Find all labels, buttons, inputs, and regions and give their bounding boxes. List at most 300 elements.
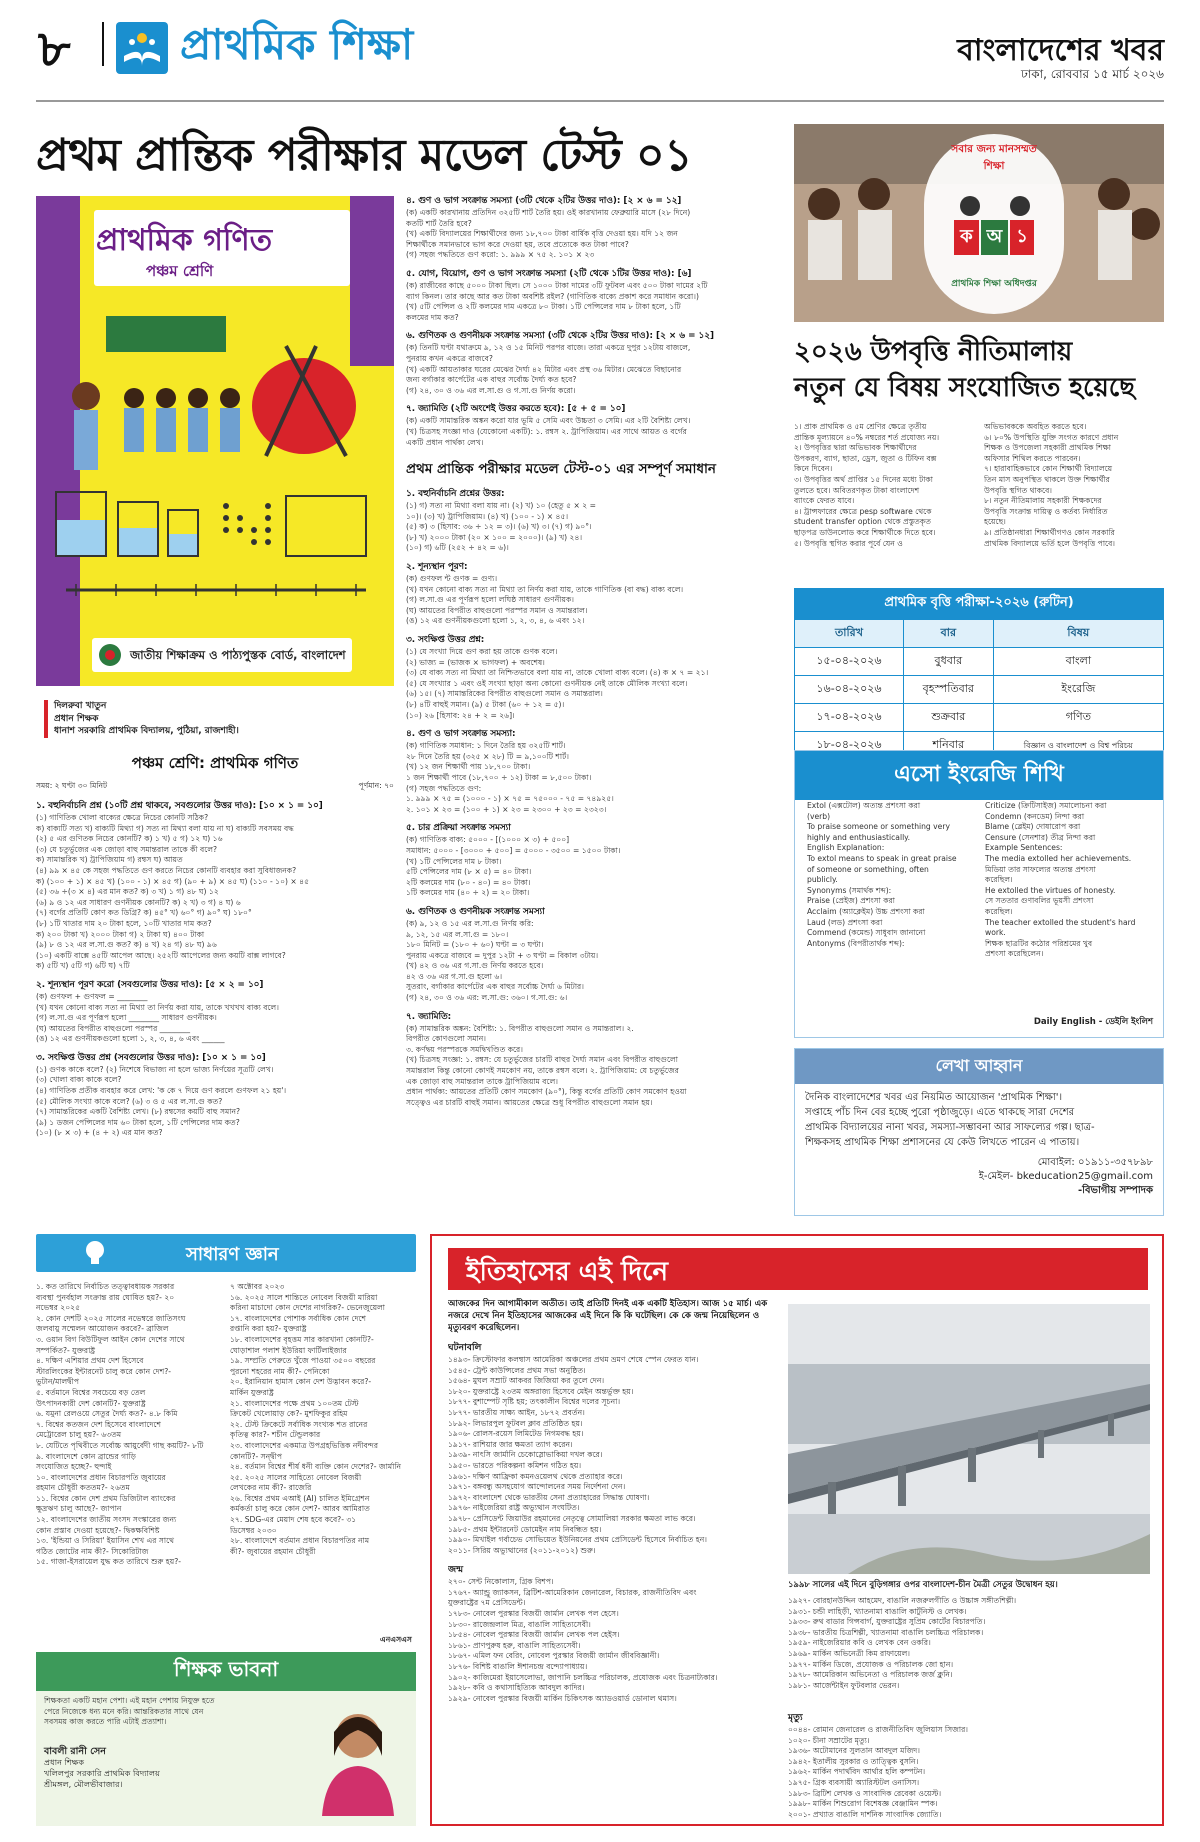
section-line: ১টি কলমের দাম (৪০ ÷ ২) = ২০ টাকা। <box>406 888 530 898</box>
text-line: ১৩. 'ইন্ডিয়া ও সিরিয়া' ইয়াসিন শেখ এর সাথে <box>36 1536 175 1546</box>
solution-heading: প্রথম প্রান্তিক পরীক্ষার মডেল টেস্ট-০১ এর সম্পূর্ণ সমাধান <box>406 461 716 478</box>
section-heading: ৩. সংক্ষিপ্ত উত্তর প্রশ্ন: <box>406 635 485 646</box>
text-line: highly and enthusiastically. <box>807 832 910 842</box>
section-line: (১০) একটি বাক্সে ৪৫টি আপেল আছে। ২৫২টি আপেলের জন্য কয়টি বাক্স লাগবে? <box>36 950 286 960</box>
text-line: ১৯০৬- রোলস-রয়েস লিমিটেড নিগমবদ্ধ হয়। <box>448 1429 584 1439</box>
exam-paper <box>36 752 394 1212</box>
call-signature: -বিভাগীয় সম্পাদক <box>1077 1185 1153 1196</box>
routine-date: ১৬-০৪-২০২৬ <box>795 676 904 704</box>
text-line: সংযোজিত হচ্ছে?- হুন্দাই <box>36 1462 112 1472</box>
badge-letter: অ <box>981 220 1009 255</box>
text-line: ১৯৯৮- মার্কিন শিশুরোগ বিশেষজ্ঞ বেঞ্জামিন স্পক। <box>788 1799 938 1809</box>
births-title: জন্ম <box>448 1564 464 1576</box>
section-line: (৬) ৯ ও ১২ এর সাধারণ গুণনীয়ক কোনটি? ক) ২ খ) ৩ গ) ৪ ঘ) ৬ <box>36 897 241 907</box>
section-line: (গ) সহজ পদ্ধতিতে গুণ করো: ১. ৯৯৯ × ৭৫ ২. ১০১ × ২৩ <box>406 250 595 260</box>
text-line: পুরনো শহরের নাম কী?- পেনিকো <box>230 1366 330 1376</box>
text-line: Acclaim (অ্যাক্লেইম) উচ্চ প্রশংসা করা <box>807 906 925 916</box>
section-line: সত্ত্বেও এর চারটি বাহুই সমান। আয়তের ক্ষেত্রে শুধু বিপরীত বাহুগুলো সমান হয়। <box>406 1097 653 1107</box>
routine-subject: গণিত <box>993 704 1163 732</box>
section-line: পুনরায় একত্রে বাজবে = দুপুর ১২টা + ৩ ঘণ্টা = বিকাল ৩টায়। <box>406 950 599 960</box>
section-line: (২) ৫ এর গুণিতক নিচের কোনটি? ক) ১ খ) ৫ গ) ১২ ঘ) ১৬ <box>36 834 223 844</box>
stipend-headline-line1: ২০২৬ উপবৃত্তি নীতিমালায় <box>794 337 1073 367</box>
text-line: ১০. বাংলাদেশের প্রধান বিচারপতি জুবায়ের <box>36 1472 166 1482</box>
text-line: ৯. বাংলাদেশে কোন ব্রান্ডের গাড়ি <box>36 1451 136 1461</box>
author-name: দিলরুবা খাতুন <box>54 701 107 711</box>
text-line: ১৯৯০- মিখাইল গর্বাচেভ সোভিয়েত ইউনিয়নের প্রথম প্রেসিডেন্ট হিসেবে নির্বাচিত হন। <box>448 1535 707 1545</box>
english-box <box>794 750 1164 1038</box>
section-line: (ক) গুণফল + গুণফল = ________ <box>36 991 148 1001</box>
gk-credit: এনএসএস <box>380 1635 412 1644</box>
stipend-points-right <box>984 422 1164 549</box>
gk-title: সাধারণ জ্ঞান <box>186 1244 279 1265</box>
text-line: ১৯৭৬- নাইজেরিয়া রাষ্ট্র অভ্যুত্থান সংঘটিত। <box>448 1503 580 1513</box>
section-line: (১) গুণক কাকে বলে? (২) নিশেষে বিভাজ্য না হলে ভাজ্য নির্ণয়ের সূত্রটি লেখ। <box>36 1064 274 1074</box>
text-line: উৎপাদনকারী দেশ কোনটি?- যুক্তরাষ্ট্র <box>36 1398 146 1408</box>
section-heading: ৬. গুণিতক ও গুণনীয়ক সংক্রান্ত সমস্যা (৩টি থেকে ২টির উত্তর দাও): [২ × ৬ = ১২] <box>406 331 714 342</box>
routine-date: ১৫-০৪-২০২৬ <box>795 648 904 676</box>
section-line: বিপরীত কোণগুলো সমান। <box>406 1034 486 1044</box>
text-line: শিক্ষকসহ প্রাথমিক শিক্ষা প্রশাসনের যে কেউ লিখতে পারেন এ পাতায়। <box>805 1137 1080 1148</box>
section-line: (খ) যখন কোনো বাক্য সত্য না মিথ্যা তা নির্ণয় করা যায়, তাকে গাণিতিক (বা বদ্ধ) বাক্য বলে। <box>406 584 684 594</box>
deaths-section <box>788 1710 1150 1820</box>
section-line: (৫) ৩৬ ÷(৩ × ৪) এর মান কত? ক) ৩ খ) ১ গ) ৪৮ ঘ) ১২ <box>36 887 219 897</box>
teacher-thought-box <box>36 1652 416 1826</box>
routine-table <box>794 619 1164 760</box>
text-line: publicly. <box>807 875 838 885</box>
text-line: ১৮. বাংলাদেশের বৃহত্তম সার কারখানা কোনটি?- <box>230 1334 374 1344</box>
text-line: ২৪. বর্তমান বিশ্বের শীর্ষ ধনী ব্যক্তি কোন দেশের?- জার্মানি <box>230 1462 402 1472</box>
text-line: প্রশংসা করেছিলেন। <box>985 949 1044 959</box>
section-line: (৬) ১৫। (৭) সামান্তরিকের বিপরীত বাহুগুলো সমান ও সমান্তরাল। <box>406 689 603 699</box>
gk-column-left <box>36 1282 222 1652</box>
text-line: Laud (লড) প্রশংসা করা <box>807 917 883 927</box>
text-line: ১৯৫৯- নাইজেরিয়ার কবি ও লেখক বেন ওকরি। <box>788 1638 931 1648</box>
text-line: ২৬. বিশ্বের প্রথম এআই (AI) চালিত ইমিগ্রেশন <box>230 1493 370 1503</box>
text-line: ১৮৬১- প্রাণপুরুষ হরু, বাঙালি সাহিত্যসেবী। <box>448 1640 581 1650</box>
text-line: ১৭৮৩- নোবেল পুরস্কার বিজয়ী জার্মান লেখক পল হেসে। <box>448 1609 619 1619</box>
text-line: Example Sentences: <box>985 843 1063 853</box>
text-line: ১৮৭৬- বিশিষ্ট বাঙালি ঈশানচন্দ্র বন্দ্যোপাধ্যায়। <box>448 1662 588 1672</box>
text-line: He extolled the virtues of honesty. <box>985 885 1116 895</box>
text-line: ১২. বাংলাদেশের জাতীয় সংসদ সংস্কারের জন্য <box>36 1515 177 1525</box>
text-line: ১৮৫৪- নোবেল পুরস্কার বিজয়ী জার্মান লেখক পল হেইস। <box>448 1630 620 1640</box>
text-line: student transfer option থেকে প্রস্তুতকৃত <box>794 517 931 527</box>
section-line: (ক) গাণিতিক সমাধান: ১ দিনে তৈরি হয় ৩২৫টি শার্ট। <box>406 741 566 751</box>
section-line: (ক) সামান্তরিক অঙ্কন: বৈশিষ্ট্য: ১. বিপরীত বাহুগুলো সমান ও সমান্তরাল। ২. <box>406 1023 634 1033</box>
section-heading: ৫. যোগ, বিয়োগ, গুণ ও ভাগ সংক্রান্ত সমস্যা (২টি থেকে ১টির উত্তর দাও): [৬] <box>406 268 692 279</box>
english-word-column <box>807 801 977 949</box>
section-line: (ক) তিনটি ঘণ্টা যথাক্রমে ৯, ১২ ও ১৫ মিনিট পরপর বাজে। তারা একত্রে দুপুর ১২টায় বাজলে, <box>406 343 691 353</box>
section-line: (৩) যে চতুর্ভুজের এক জোড়া বাহু সমান্তরাল তাকে কী বলে? <box>36 844 218 854</box>
section-line: (ক) ৯, ১২ ও ১৫ এর ল.সা.গু নির্ণয় করি: <box>406 918 534 928</box>
section-line: (খ) চিত্রসহ সংজ্ঞা দাও (যেকোনো একটি): ১. রম্বস ২. ট্রাপিজিয়াম। এর সাথে আয়ত ও বর্গের <box>406 426 687 436</box>
text-line: Praise (প্রেইজ) প্রশংসা করা <box>807 896 895 906</box>
text-line: ১৮৭৭- ভারতীয় সাক্ষ্য আইন, ১৮৭২ প্রবর্তন। <box>448 1407 585 1417</box>
text-line: ১৫৬৪- মুঘল সম্রাট আকবর জিজিয়া কর তুলে দেন। <box>448 1376 605 1386</box>
section-heading: ৪. গুণ ও ভাগ সংক্রান্ত সমস্যা (৩টি থেকে ২টির উত্তর দাও): [২ × ৬ = ১২] <box>406 196 682 206</box>
routine-header-date: তারিখ <box>795 620 904 648</box>
text-line: ১৯৭৮- আমেরিকান অভিনেতা ও পরিচালক জর্জ ক্লুনি। <box>788 1670 953 1680</box>
text-line: Commend (কমেন্ড) সাধুবাদ জানানো <box>807 928 926 938</box>
section-heading: ২. শূন্যস্থান পূরণ: <box>406 562 468 573</box>
text-line: অভিভাবককে অবহিত করতে হবে। <box>984 422 1087 431</box>
section-line: (ক) একটি সামান্তরিক অঙ্কন করো যার ভূমি ৫ সেমি এবং উচ্চতা ৩ সেমি। এর ২টি বৈশিষ্ট্য লেখ। <box>406 416 691 426</box>
section-line: (ক) গাণিতিক বাক্য: ৫০০০ - [(১০০০ × ৩) + ৫০০] <box>406 835 570 845</box>
section-line: (গ) ল.সা.গু এর পূর্ণরূপ হলো ________ সাধারণ গুণনীয়ক। <box>36 1013 217 1023</box>
children-reading-icon <box>940 194 1050 224</box>
text-line: ১৭৬৭- অ্যান্ড্রু জ্যাকসন, ব্রিটিশ-আমেরিকান জেনারেল, বিচারক, রাজনীতিবিদ এবং <box>448 1587 697 1597</box>
routine-day: বুধবার <box>903 648 993 676</box>
section-line: (৮) খ) ২০০০ টাকা (২০ × ১০০ = ২০০০)। (৯) খ) ২৪। <box>406 532 583 542</box>
text-line: ৬। ৮০% উপস্থিতি যুক্তি সংগত কারণে প্রধান <box>984 432 1119 442</box>
text-line: ১৯৩৯- নাৎসি জার্মানি চেকোস্লোভাকিয়া দখল করে। <box>448 1450 603 1460</box>
section-line: ২. ১০১ × ২৩ = (১০০ + ১) × ২৩ = ২৩০০ + ২৩ = ২৩২৩। <box>406 804 607 814</box>
teacher-name: বাবলী রানী সেন <box>44 1746 106 1757</box>
badge-organization: প্রাথমিক শিক্ষা অধিদপ্তর <box>951 279 1037 289</box>
stipend-headline-line2: নতুন যে বিষয় সংযোজিত হয়েছে <box>794 373 1136 403</box>
routine-subject: বাংলা <box>993 648 1163 676</box>
section-line: (ঘ) আয়তের বিপরীত বাহুগুলো পরস্পর সমান ও সমান্তরাল। <box>406 605 588 615</box>
text-line: To extol means to speak in great praise <box>807 853 957 863</box>
section-line: (৪) গাণিতিক প্রতীক ব্যবহার করে লেখ: 'ক কে ৭ দিয়ে গুণ করলে গুণফল ২১ হয়'। <box>36 1086 287 1096</box>
badge-letter: ১ <box>1010 220 1034 255</box>
text-line: ডিসেম্বর ২০৩০ <box>230 1525 277 1535</box>
text-line: প্রাথমিক বিদ্যালয়ে ভর্তি হলে উপবৃত্তি পাবে। <box>984 538 1116 548</box>
section-line: ১০)। (৩) খ) ট্রাপিজিয়াম। (৪) খ) (১০০ - ১) × ৪৫। <box>406 511 569 521</box>
section-line: (ঙ) ১২ এর গুণনীয়কগুলো হলো ১, ২, ৩, ৪, ৬ এবং ______ <box>36 1034 225 1044</box>
text-line: উপবৃত্তি স্থগিত থাকবে। <box>984 485 1053 495</box>
section-heading: ৭. জ্যামিতি (২টি অংশেই উত্তর করতে হবে): [৫ + ৫ = ১০] <box>406 404 626 415</box>
students-photo <box>794 124 1164 322</box>
board-seal-icon <box>98 643 122 671</box>
author-accent-bar <box>44 700 48 738</box>
text-line: Criticize (ক্রিটিসাইজ) সমালোচনা করা <box>985 801 1107 810</box>
text-line: জলবায়ু সম্মেলন আয়োজন করবে?- ব্রাজিল <box>36 1324 169 1334</box>
section-line: (গ) ২৪, ৩০ ও ৩৬ এর: ল.সা.গু: ৩৬০। গ.সা.গু: ৬। <box>406 993 568 1003</box>
english-title: এসো ইংরেজি শিখি <box>795 751 1163 800</box>
text-line: উপকরণ, ব্যাগ, ছাতা, ড্রেস, জুতা ও টিফিন বক্স <box>794 453 937 463</box>
text-line: ১০২০- চীনা সম্রাটের মৃত্যু। <box>788 1735 870 1745</box>
text-line: ১৯৫০- ভারতে পরিকল্পনা কমিশন গঠিত হয়। <box>448 1460 582 1470</box>
gk-column-right <box>230 1282 416 1652</box>
cover-subtitle: পঞ্চম শ্রেণি <box>146 262 214 280</box>
section-line: (৭) সামান্তরিকের একটি বৈশিষ্ট্য লেখ। (৮) রম্বসের কয়টি বাহু সমান? <box>36 1107 241 1117</box>
section-line: ৪২ ও ৩৬ এর গ.সা.গু হলো ৬। <box>406 971 503 981</box>
english-source: Daily English - ডেইলি ইংলিশ <box>1033 1017 1153 1027</box>
section-line: কলমের দাম কত? <box>406 312 459 322</box>
text-line: সবসময় কাজ করতে পারি এটাই প্রত্যাশা। <box>44 1717 167 1727</box>
text-line: ২. কোন দেশটি ২০২৫ সালের নভেম্বরে জাতিসংঘ <box>36 1313 186 1323</box>
routine-day: শুক্রবার <box>903 704 993 732</box>
section-heading: ৬. গুণিতক ও গুণনীয়ক সংক্রান্ত সমস্যা <box>406 906 545 917</box>
text-line: ১৮২০- যুক্তরাষ্ট্রে ২৩তম অঙ্গরাজ্য হিসেবে মেইন অন্তর্ভুক্ত হয়। <box>448 1386 634 1396</box>
text-line: ৪। ট্রান্সফারের ক্ষেত্রে pesp software থেকে <box>794 506 932 516</box>
text-line: ১৭. বাংলাদেশের পোশাক সর্বাধিক কোন দেশে <box>230 1313 367 1323</box>
header-rule <box>36 100 1164 102</box>
text-line: রহমান চৌধুরী কততম?- ২৬তম <box>36 1483 130 1493</box>
section-line: (১) গাণিতিক খোলা বাক্যের ক্ষেত্রে নিচের কোনটি সঠিক? <box>36 813 209 822</box>
text-line: ১৯১৭- রাশিয়ার জার ক্ষমতা ত্যাগ করেন। <box>448 1439 573 1449</box>
section-line: শিক্ষার্থীকে সমানভাবে ভাগ করে দেওয়া হয়, তবে প্রত্যেকে কত টাকা পাবে? <box>406 239 629 249</box>
text-line: অফিসার শিথিল করতে পারবেন। <box>984 453 1081 463</box>
section-line: ৩. কর্ণদ্বয় পরস্পরকে সমদ্বিখণ্ডিত করে। <box>406 1044 523 1054</box>
text-line: Condemn (কনডেম) নিন্দা করা <box>985 811 1085 821</box>
teacher-school: খলিলপুর সরকারি প্রাথমিক বিদ্যালয় <box>44 1768 160 1778</box>
text-line: ১৯০২- কাজিমেরা ইয়াসেলোভা, জাপানি চলচ্চিত্র পরিচালক, প্রযোজক এবং চিত্রনাট্যকার। <box>448 1672 718 1682</box>
routine-date: ১৭-০৪-২০২৬ <box>795 704 904 732</box>
text-line: ২২. টেস্ট ক্রিকেটে সর্বাধিক সংখ্যক শত রানের <box>230 1419 368 1429</box>
teacher-role: প্রধান শিক্ষক <box>44 1757 85 1767</box>
text-line: ১৯২৭- বোরহানউদ্দিন আহমেদ, বাঙালি নজরুলগীতি ও উচ্চাঙ্গ সঙ্গীতশিল্পী। <box>788 1596 1017 1605</box>
text-line: কোন প্রস্তাব দেওয়া হয়েছে?- দ্বিকক্ষবিশিষ্ট <box>36 1525 160 1535</box>
deaths-title: মৃত্যু <box>788 1712 803 1723</box>
text-line: Censure (সেনশার) তীব্র নিন্দা করা <box>985 832 1096 842</box>
section-line: (৯) ১ ডজন পেন্সিলের দাম ৬০ টাকা হলে, ১টি পেন্সিলের দাম কত? <box>36 1117 240 1127</box>
exam-sections <box>36 798 394 1139</box>
text-line: ১৯৮১- আর্জেন্টাইন ফুটবলার ভেরন। <box>788 1680 900 1690</box>
section-line: সমান্তরাল কিন্তু কোনো কোণই সমকোণ নয়, তাকে রম্বস বলে। ২. ট্রাপিজিয়াম: যে চতুর্ভুজের <box>406 1066 679 1076</box>
text-line: ২০. ইরানিয়ান হামাস কোন দেশ উদ্ভাবন করে?- <box>230 1377 372 1387</box>
call-for-writing-box <box>794 1048 1164 1216</box>
text-line: ৮। নতুন নীতিমালায় সহকারী শিক্ষকদের <box>984 496 1102 506</box>
text-line: Extol (এক্সটোল) অত্যন্ত প্রশংসা করা <box>807 801 921 810</box>
text-line: শিক্ষকতা একটি মহান পেশা। এই মহান পেশায় নিযুক্ত হতে <box>44 1696 215 1705</box>
births-list <box>448 1577 778 1704</box>
text-line: ২৭. SDG-এর মেয়াদ শেষ হবে কবে?- ৩১ <box>230 1515 357 1525</box>
section-line: (২) ভাজ্য = (ভাজক × ভাগফল) + অবশেষ। <box>406 657 545 667</box>
text-line: ২৩. বাংলাদেশের একমাত্র উপগ্রহভিত্তিক নদীবন্দর <box>230 1440 379 1450</box>
text-line: প্রান্তিক মূল্যায়নে ৪০% নম্বরের শর্ত প্রযোজ্য নয়। <box>794 432 940 442</box>
text-line: ব্যাংকে ফেরত যাবে। <box>794 496 855 506</box>
text-line: Synonyms (সমার্থক শব্দ): <box>807 885 892 895</box>
text-line: দৈনিক বাংলাদেশের খবর এর নিয়মিত আয়োজন 'প্রাথমিক শিক্ষা'। <box>805 1092 1063 1103</box>
section-line: সমাধান: ৫০০০ - [৩০০০ + ৫০০] = ৫০০০ - ৩৫০০ = ১৫০০ টাকা। <box>406 845 621 855</box>
section-line: (ক) গুণফল ন্ট গুণক = গুণ্য। <box>406 574 498 584</box>
text-line: মিডিয়া তার সাফল্যের অত্যন্ত প্রশংসা <box>985 864 1096 874</box>
text-line: করেছিল। <box>985 875 1013 885</box>
call-email[interactable]: ই-মেইল- bkeducation25@gmail.com <box>978 1171 1153 1182</box>
teacher-place: শ্রীমঙ্গল, মৌলভীবাজার। <box>44 1779 123 1789</box>
text-line: ১৯৩৩- রুথ বাডার গিন্সবার্গ, যুক্তরাষ্ট্রের সুপ্রিম কোর্টের বিচারপতি। <box>788 1617 986 1627</box>
section-line: ক) সামান্তরিক খ) ট্রাপিজিয়াম গ) রম্বস ঘ) আয়ত <box>36 855 183 865</box>
section-line: (খ) যখন কোনো বাক্য সত্য না মিথ্যা তা নির্ণয় করা যায়, তাকে খখখখ বাক্য বলে। <box>36 1002 279 1012</box>
text-line: শিক্ষক ও উপজেলা সহকারী প্রাথমিক শিক্ষা <box>984 443 1111 453</box>
text-line: ঘোড়াশাল পলাশ ইউরিয়া ফার্টিলাইজার <box>230 1345 347 1355</box>
text-line: ২৭০- সেন্ট নিকোলাস, গ্রিক বিশপ। <box>448 1577 554 1587</box>
text-line: The teacher extolled the student's hard <box>985 917 1136 927</box>
section-heading: ১. বহুনির্বাচনি প্রশ্নের উত্তর: <box>406 489 505 500</box>
section-line: (৩) যে বাক্য সত্য না মিথ্যা তা নিশ্চিতভাবে বলা যায় না, তাকে খোলা বাক্য বলে। (৪) ক × ৭ = ২১। <box>406 668 709 678</box>
events-list <box>448 1355 778 1556</box>
section-line: (১০) গ) ৬টি (২৫২ ÷ ৪২ = ৬)। <box>406 543 509 553</box>
text-line: ১৯৬১- দক্ষিণ আফ্রিকা কমনওয়েলথ থেকে প্রত্যাহার করে। <box>448 1471 623 1481</box>
section-line: ১৮০ মিনিট = (১৮০ ÷ ৬০) ঘণ্টা = ৩ ঘণ্টা। <box>406 940 544 950</box>
section-line: (গ) ল.সা.গু এর পূর্ণরূপ হলো লঘিষ্ঠ সাধারণ গুণনীয়ক। <box>406 595 574 605</box>
routine-row <box>795 704 1164 732</box>
text-line: ১৯৭৮- প্রেসিডেন্ট জিয়াউর রহমানের নেতৃত্বে সোমালিয়া সরকার ক্ষমতা লাভ করে। <box>448 1513 696 1523</box>
text-line: শিক্ষক ছাত্রটির কঠোর পরিশ্রমের খুব <box>985 938 1093 948</box>
section-heading: ১. বহুনির্বাচনি প্রশ্ন (১০টি প্রশ্ন থাকবে, সবগুলোর উত্তর দাও): [১০ × ১ = ১০] <box>36 801 323 811</box>
text-line: ১৮৯২- লিভারপুল ফুটবল ক্লাব প্রতিষ্ঠিত হয়। <box>448 1418 583 1428</box>
text-line: ১৯২৯- নোবেল পুরস্কার বিজয়ী মার্কিন চিকিৎসক অ্যাডওয়ার্ড ডোনাল থমাস। <box>448 1693 677 1703</box>
book-logo-icon <box>116 22 168 74</box>
events-title: ঘটনাবলি <box>448 1342 482 1353</box>
text-line: ২০০১- প্রখ্যাত বাঙালি দার্শনিক সাংবাদিক জ্যোতি। <box>788 1809 942 1819</box>
section-title: প্রাথমিক শিক্ষা <box>180 20 414 69</box>
section-line: ৯, ১২, ১৫ এর ল.সা.গু = ১৮০। <box>406 929 509 939</box>
section-line: (গ) ২৪, ৩০ ও ৩৬ এর ল.সা.গু ও গ.সা.গু নির্ণয় করো। <box>406 385 576 395</box>
section-line: (ঙ) ১২ এর গুণনীয়কগুলো হলো ১, ২, ৩, ৪, ৬ এবং ১২। <box>406 616 585 626</box>
section-heading: ৩. সংক্ষিপ্ত উত্তর প্রশ্ন (সবগুলোর উত্তর দাও): [১০ × ১ = ১০] <box>36 1052 266 1063</box>
text-line: ১৫. গাজা-ইসরায়েল যুদ্ধ কত তারিখে শুরু হয়?- <box>36 1557 182 1567</box>
text-line: ১৯৭২- বাংলাদেশ থেকে ভারতীয় সেনা প্রত্যাহারের সিদ্ধান্ত ঘোষণা। <box>448 1492 650 1502</box>
text-line: প্রাথমিক বিদ্যালয়ের নানা খবর, সমস্যা-সম্ভাবনা আর সাফল্যের গল্প। ছাত্র- <box>805 1122 1095 1133</box>
section-line: ক) ২০০ টাকা খ) ২০০০ টাকা গ) ২ টাকা ঘ) ৪০০ টাকা <box>36 929 205 939</box>
bridge-photo <box>788 1304 1150 1574</box>
text-line: কিনে দিবেন। <box>794 464 833 474</box>
section-line: (খ) ১২ জন শিক্ষার্থী পায় ১৮,৭০০ টাকা। <box>406 762 531 772</box>
text-line: পেরে নিজেকে ধন্য মনে করি। আন্তরিকতার সাথে যেন <box>44 1706 204 1716</box>
text-line: স্টারলিংকের ইন্টারনেট চালু করে কোন দেশ?- <box>36 1366 171 1376</box>
solutions <box>406 486 780 1108</box>
section-line: ১ জন শিক্ষার্থী পাবে (১৮,৭০০ ÷ ১২) টাকা = ৮,৫০০ টাকা। <box>406 772 592 782</box>
text-line: ১৯৮৩- ব্রিটিশ লেখক ও সাংবাদিক রেবেকা ওয়েস্ট। <box>788 1788 942 1798</box>
publication-date: ঢাকা, রোববার ১৫ মার্চ ২০২৬ <box>1020 67 1164 81</box>
call-body <box>795 1084 1163 1156</box>
section-line: (ক) একটি কারখানায় প্রতিদিন ৩২৫টি শার্ট তৈরি হয়। ওই কারখানায় ফেব্রুয়ারি মাসে (২৮ দিনে) <box>406 208 691 217</box>
text-line: উপবৃত্তি সংক্রান্ত দায়িত্ব ও কর্তব্য নির্ধারিত <box>984 506 1108 516</box>
test-questions <box>406 193 780 448</box>
badge-slogan: সবার জন্য মানসম্মত শিক্ষা <box>951 143 1037 172</box>
stipend-headline <box>794 334 1164 406</box>
exam-heading: পঞ্চম শ্রেণি: প্রাথমিক গণিত <box>131 754 299 772</box>
teacher-title: শিক্ষক ভাবনা <box>36 1652 416 1691</box>
text-line: ১৯৬২- মার্কিন পদার্থবিদ আর্থার হলি কম্পটন। <box>788 1767 926 1777</box>
text-line: ১৯৩৬- অটোমানের সুলতান আবদুল মজিদ। <box>788 1746 920 1756</box>
history-text-column <box>448 1298 778 1818</box>
text-line: করেছিল। <box>985 906 1013 916</box>
book-cover-image <box>36 196 394 686</box>
text-line: হয়েছে। <box>984 517 1006 527</box>
routine-day: শনিবার <box>903 732 993 760</box>
text-line: English Explanation: <box>807 843 885 853</box>
section-line: (৫) যে সংখ্যার ১ এবং ওই সংখ্যা ছাড়া অন্য কোনো গুণনীয়ক নেই তাকে মৌলিক সংখ্যা বলে। <box>406 678 688 688</box>
section-line: (৩) খোলা বাক্য কাকে বলে? <box>36 1075 122 1085</box>
section-line: (খ) ১টি পেন্সিলের দাম ৮ টাকা। <box>406 856 502 866</box>
page-number: ৮ <box>38 19 71 78</box>
section-line: ক) বাক্যটি সত্য খ) বাক্যটি মিথ্যা গ) সত্য না মিথ্যা বলা যায় না ঘ) বাক্যটি সবসময় বদ্ধ <box>36 823 294 833</box>
text-line: ১৮৩০- রাজেন্দ্রলাল মিত্র, বাঙালি সাহিত্যসেবী। <box>448 1619 591 1629</box>
text-line: ১৯৭৭- মার্কিন ডিজে, প্রযোজক ও পরিচালক জো হান। <box>788 1659 954 1669</box>
cover-illustration <box>46 306 386 630</box>
text-line: ১৯৬৯- মার্কিন অভিনেত্রী কিম রাফায়েল। <box>788 1648 911 1658</box>
text-line: ব্যবস্থা পুনর্বহাল সংক্রান্ত রায় ঘোষিত হয়?- ২০ <box>36 1292 175 1302</box>
section-line: (১০) (৮ × ৩) + (৪ ÷ ২) এর মান কত? <box>36 1128 163 1138</box>
routine-row <box>795 676 1164 704</box>
text-line: মার্কিন যুক্তরাষ্ট্র <box>230 1387 274 1397</box>
section-line: (৮) ১টি খাতার দাম ২০ টাকা হলে, ১০টি খাতার দাম কত? <box>36 918 212 928</box>
text-line: ৩। উপবৃত্তির অর্থ প্রাপ্তির ১৫ দিনের মধ্যে টাকা <box>794 474 933 484</box>
main-headline: প্রথম প্রান্তিক পরীক্ষার মডেল টেস্ট ০১ <box>36 130 693 181</box>
text-line: সপ্তাহে পাঁচ দিন বের হচ্ছে পুরো পৃষ্ঠাজুড়ে। এতে থাকছে সারা দেশের <box>805 1107 1075 1118</box>
test-and-solutions <box>406 188 780 1238</box>
section-line: (খ) একটি আয়তাকার ঘরের মেঝের দৈর্ঘ্য ৪২ মিটার এবং প্রস্থ ৩৬ মিটার। মেঝেতে বিছানোর <box>406 364 682 374</box>
text-line: নভেম্বর ২০২৫ <box>36 1303 81 1313</box>
exam-marks: পূর্ণমান: ৭০ <box>358 781 394 790</box>
text-line: ৭। হারাবাহিকভাবে কোন শিক্ষার্থী বিদ্যালয়ে <box>984 464 1113 474</box>
text-line: ১৯৩১- চন্ডী লাহিড়ী, খ্যাতনামা বাঙালি কার্টুনিস্ট ও লেখক। <box>788 1606 967 1616</box>
text-line: মেট্রোরেল চালু হয়?- ৬৩তম <box>36 1430 122 1440</box>
section-line: (খ) ৪২ ও ৩৬ এর গ.সা.গু নির্ণয় করতে হবে। <box>406 961 544 971</box>
newspaper-name: বাংলাদেশের খবর <box>957 33 1164 68</box>
text-line: ৮. যেটিতে পৃথিবীতে সর্বোচ্চ আয়ুর্বেদী গাছ কয়টি?- ৮টি <box>36 1440 204 1450</box>
text-line: ৫. বর্তমানে বিশ্বের সবচেয়ে বড় তেল <box>36 1387 146 1397</box>
section-line: সুতরাং, বর্গাকার কার্পেটের এক বাহুর সর্বোচ্চ দৈর্ঘ্য ৬ মিটার। <box>406 982 584 992</box>
text-line: ২। উপবৃত্তির দ্বারা অভিভাবক শিক্ষার্থীদের <box>794 443 917 453</box>
scholarship-routine <box>794 588 1164 760</box>
text-line: work. <box>985 928 1006 938</box>
text-line: গঠিত জোটের নাম কী?- সিকোরিটাজ <box>36 1546 149 1556</box>
more-births-list <box>788 1596 1150 1691</box>
section-line: (গ) সহজ পদ্ধতিতে গুণ: <box>406 783 482 793</box>
text-line: ৯। প্রতিষ্ঠানধারা শিক্ষার্থীগণও কোন সরকারি <box>984 527 1115 537</box>
text-line: ১৯৭৫- গ্রিক ব্যবসায়ী অ্যারিস্টটল ওনাসিস। <box>788 1777 920 1787</box>
text-line: ১৪৯৩- ক্রিস্টোফার কলম্বাস আমেরিকা অঞ্চলের প্রথম ভ্রমণ শেষে স্পেন ফেরত যান। <box>448 1355 699 1364</box>
text-line: ৭. বিশ্বের কতজন দেশ হিসেবে বাংলাদেশে <box>36 1419 161 1429</box>
section-line: ক) (১০০ + ১) × ৪৫ খ) (১০০ - ১) × ৪৫ গ) (৯০ + ৯) × ৪৫ ঘ) (১১০ - ১০) × ৪৫ <box>36 876 310 886</box>
section-line: একটি প্রধান পার্থক্য লেখ। <box>406 437 484 447</box>
author-credit <box>54 700 239 738</box>
text-line: তিন মাস অনুপস্থিত থাকলে উক্ত শিক্ষার্থীর <box>984 474 1110 484</box>
text-line: ৭ অক্টোবর ২০২৩ <box>230 1282 285 1291</box>
section-line: (৮) ৪টি বাহুই সমান। (৯) ৫ টাকা (৬০ ÷ ১২ = ৫)। <box>406 700 565 709</box>
text-line: ২৮. বাংলাদেশে বর্তমান প্রধান বিচারপতির নাম <box>230 1536 370 1546</box>
section-line: ক) ৫টি খ) ৫টি গ) ৬টি ঘ) ৭টি <box>36 961 130 971</box>
cover-title: প্রাথমিক গণিত <box>96 223 273 258</box>
routine-header-subject: বিষয় <box>993 620 1163 648</box>
text-line: ২৫. ২০২৫ সালের সাহিত্যে নোবেল বিজয়ী <box>230 1472 362 1482</box>
section-line: (১) গ) সত্য না মিথ্যা বলা যায় না। (২) খ) ১০ (হেতু ৫ × ২ = <box>406 501 596 511</box>
gk-header <box>36 1234 416 1272</box>
text-line: ৩. ওয়ান বিগ বিউটিফুল আইন কোন দেশের সাথে <box>36 1334 185 1344</box>
text-line: কী?- জুবায়ের রহমান চৌধুরী <box>230 1546 316 1556</box>
text-line: ৬. যমুনা রেলওয়ে সেতুর দৈর্ঘ্য কত?- ৪.৮ কিমি <box>36 1409 178 1419</box>
teacher-avatar <box>316 1696 400 1816</box>
text-line: সম্পর্কিত?- যুক্তরাষ্ট্র <box>36 1345 96 1355</box>
text-line: Blame (ব্লেইম) দোষারোপ করা <box>985 822 1081 832</box>
section-line: (৯) ৮ ও ১২ এর ল.সা.গু কত? ক) ৪ খ) ২৪ গ) ৪৮ ঘ) ৯৬ <box>36 940 217 950</box>
section-line: (খ) একটি বিদ্যালয়ের শিক্ষার্থীদের জন্য ১৮,৭০০ টাকা বার্ষিক বৃত্তি দেওয়া হয়। যদি ১২ জন <box>406 229 678 239</box>
routine-date: ১৮-০৪-২০২৬ <box>795 732 904 760</box>
section-heading: ৭. জ্যামিতি: <box>406 1011 452 1022</box>
routine-title: প্রাথমিক বৃত্তি পরীক্ষা-২০২৬ (রুটিন) <box>794 588 1164 619</box>
text-line: ১৯. সম্প্রতি পেরুতে খুঁজে পাওয়া ৩৫০০ বছরের <box>230 1356 376 1366</box>
section-line: (ক) রাজীবের কাছে ৫০০০ টাকা ছিল। সে ১০০০ টাকা দামের ৩টি ফুটবল এবং ৫০০ টাকা দামের ২টি <box>406 280 708 290</box>
text-line: ১১. বিশ্বের কোন দেশ প্রথম ডিজিটাল ব্যাংকের <box>36 1493 176 1503</box>
section-heading: ৫. চার প্রক্রিয়া সংক্রান্ত সমস্যা <box>406 823 511 834</box>
text-line: যুক্তরাষ্ট্রের ৭ম প্রেসিডেন্ট। <box>448 1598 526 1608</box>
section-line: (খ) চিত্রসহ সংজ্ঞা: ১. রম্বস: যে চতুর্ভুজের চারটি বাহুর দৈর্ঘ্য সমান এবং বিপরীত বাহুগুলো <box>406 1055 678 1065</box>
badge-letter: ক <box>954 220 979 255</box>
section-line: ৫টি পেন্সিলের দাম (৮ × ৫) = ৪০ টাকা। <box>406 867 532 877</box>
section-line: (৫) ক) ৩ (হিসাব: ৩৬ ÷ ১২ = ৩)। (৬) খ) ৩। (৭) গ) ৯০°। <box>406 522 592 532</box>
text-line: তুলতে হবে। অবিতরণকৃত টাকা বাংলাদেশ <box>794 485 920 495</box>
routine-subject: বিজ্ঞান ও বাংলাদেশ ও বিশ্ব পরিচয় <box>993 732 1163 760</box>
text-line: কর্মকর্তা চালু করে কোন দেশ?- আরব আমিরাত <box>230 1504 370 1514</box>
text-line: ১৯৮৫- প্রথম ইন্টারনেট ডোমেইন নাম নিবন্ধিত হয়। <box>448 1524 602 1534</box>
text-line: ১। প্রাক প্রাথমিক ও ৫ম শ্রেণির ক্ষেত্রে তৃতীয় <box>794 422 927 431</box>
call-mobile: মোবাইল: ০১৯১১-৩৫৭৮৯৮ <box>1037 1157 1153 1168</box>
